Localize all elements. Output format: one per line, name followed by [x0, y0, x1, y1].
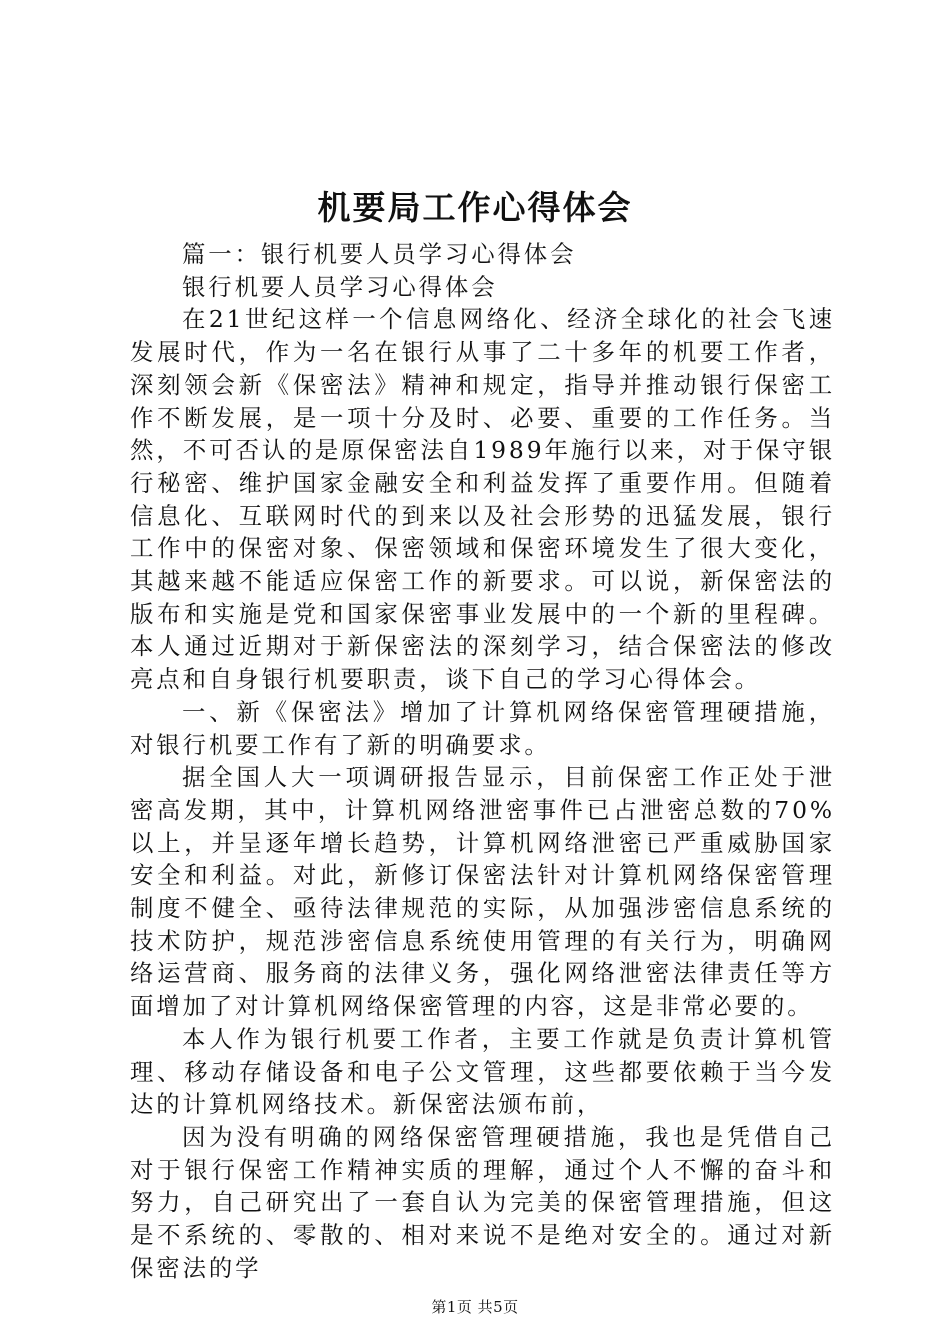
paragraph: 篇一：银行机要人员学习心得体会: [182, 240, 577, 268]
paragraph: 本人作为银行机要工作者，主要工作就是负责计算机管理、移动存储设备和电子公文管理，这些都要依赖于当今发达的计算机网络技术。新保密法颁布前，: [130, 1024, 835, 1119]
paragraph: 一、新《保密法》增加了计算机网络保密管理硬措施，对银行机要工作有了新的明确要求。: [130, 697, 835, 759]
page-footer: 第1页 共5页: [431, 1298, 519, 1316]
document-title: 机要局工作心得体会: [317, 188, 633, 227]
paragraph: 在21世纪这样一个信息网络化、经济全球化的社会飞速发展时代，作为一名在银行从事了二十多年的机要工作者，深刻领会新《保密法》精神和规定，指导并推动银行保密工作不断发展，是一项十分及时、必要、重要的工作任务。当然，不可否认的是原保密法自1989年施行以来，对于保守银行秘密、维护国家金融安全和利益发挥了重要作用。但随着信息化、互联网时代的到来以及社会形势的迅猛发展，银行工作中的保密对象、保密领域和保密环境发生了很大变化，其越来越不能适应保密工作的新要求。可以说，新保密法的版布和实施是党和国家保密事业发展中的一个新的里程碑。本人通过近期对于新保密法的深刻学习，结合保密法的修改亮点和自身银行机要职责，谈下自己的学习心得体会。: [130, 305, 835, 694]
paragraph: 因为没有明确的网络保密管理硬措施，我也是凭借自己对于银行保密工作精神实质的理解，通过个人不懈的奋斗和努力，自己研究出了一套自认为完美的保密管理措施，但这是不系统的、零散的、相对来说不是绝对安全的。通过对新保密法的学: [130, 1122, 835, 1282]
paragraph: 据全国人大一项调研报告显示，目前保密工作正处于泄密高发期，其中，计算机网络泄密事件已占泄密总数的70%以上，并呈逐年增长趋势，计算机网络泄密已严重威胁国家安全和利益。对此，新修订保密法针对计算机网络保密管理制度不健全、亟待法律规范的实际，从加强涉密信息系统的技术防护，规范涉密信息系统使用管理的有关行为，明确网络运营商、服务商的法律义务，强化网络泄密法律责任等方面增加了对计算机网络保密管理的内容，这是非常必要的。: [130, 763, 835, 1021]
document-body: [130, 238, 835, 1285]
paragraph: 银行机要人员学习心得体会: [182, 272, 498, 301]
